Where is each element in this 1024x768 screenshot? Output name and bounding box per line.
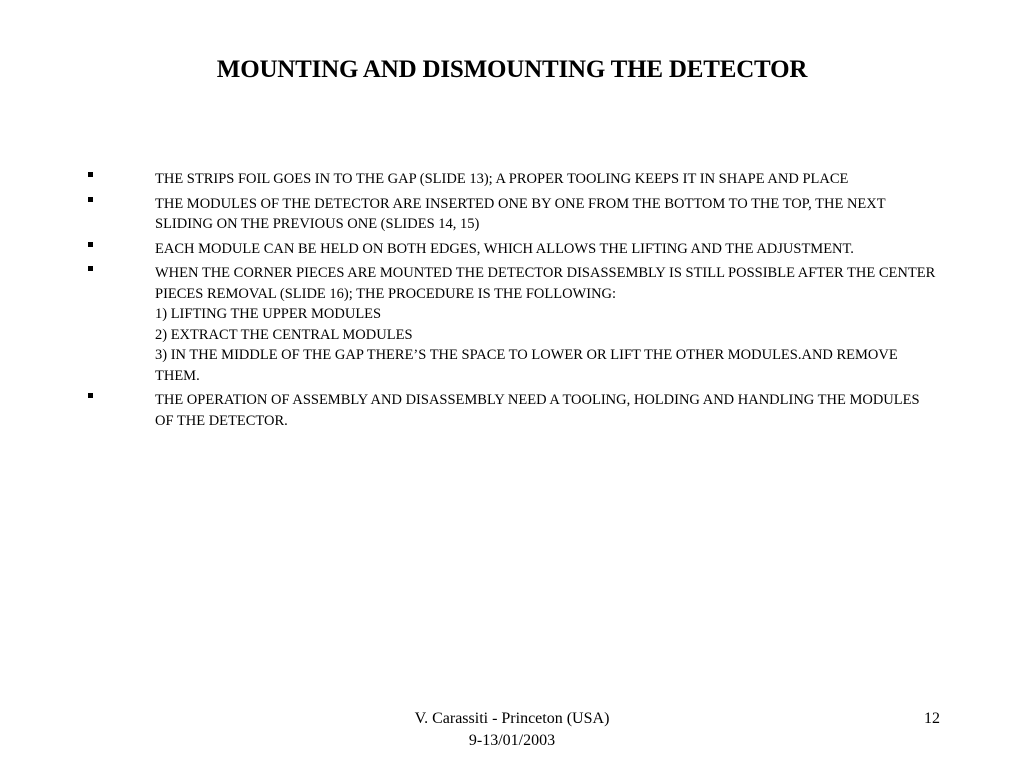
procedure-step: 3) IN THE MIDDLE OF THE GAP THERE’S THE SPACE TO LOWER OR LIFT THE OTHER MODULES.AND REMOVE THEM. [155,347,898,384]
page-number: 12 [924,710,940,727]
bullet-item [0,169,1024,190]
square-bullet-icon [88,242,93,247]
footer-date: 9-13/01/2003 [468,732,556,749]
bullet-text [155,390,940,431]
square-bullet-icon [88,266,93,271]
square-bullet-icon [88,393,93,398]
bullet-text [155,169,940,190]
bullet-text [155,239,940,260]
bullet-text [155,263,940,386]
bullet-line: EACH MODULE CAN BE HELD ON BOTH EDGES, WHICH ALLOWS THE LIFTING AND THE ADJUSTMENT. [155,240,854,257]
bullet-text [155,194,940,235]
slide-title: MOUNTING AND DISMOUNTING THE DETECTOR [216,56,808,83]
bullet-list [0,169,1024,435]
square-bullet-icon [88,172,93,177]
footer-credits [362,708,662,752]
bullet-item [0,263,1024,386]
procedure-step: 1) LIFTING THE UPPER MODULES [155,306,382,322]
bullet-item [0,390,1024,431]
procedure-step: 2) EXTRACT THE CENTRAL MODULES [155,326,413,343]
bullet-line: THE OPERATION OF ASSEMBLY AND DISASSEMBLY NEED A TOOLING, HOLDING AND HANDLING THE MODULES OF THE DETECTOR. [155,392,920,429]
bullet-item [0,239,1024,260]
bullet-item [0,194,1024,235]
bullet-line: WHEN THE CORNER PIECES ARE MOUNTED THE DETECTOR DISASSEMBLY IS STILL POSSIBLE AFTER THE CENTER PIECES REMOVAL (SLIDE 16); THE PROCEDURE IS THE FOLLOWING: [155,265,936,302]
bullet-line: THE STRIPS FOIL GOES IN TO THE GAP (SLIDE 13); A PROPER TOOLING KEEPS IT IN SHAPE AND PLACE [155,171,849,187]
square-bullet-icon [88,197,93,202]
bullet-line: THE MODULES OF THE DETECTOR ARE INSERTED ONE BY ONE FROM THE BOTTOM TO THE TOP, THE NEXT SLIDING ON THE PREVIOUS ONE (SLIDES 14, 15) [155,195,886,232]
footer-author: V. Carassiti - Princeton (USA) [414,710,610,727]
